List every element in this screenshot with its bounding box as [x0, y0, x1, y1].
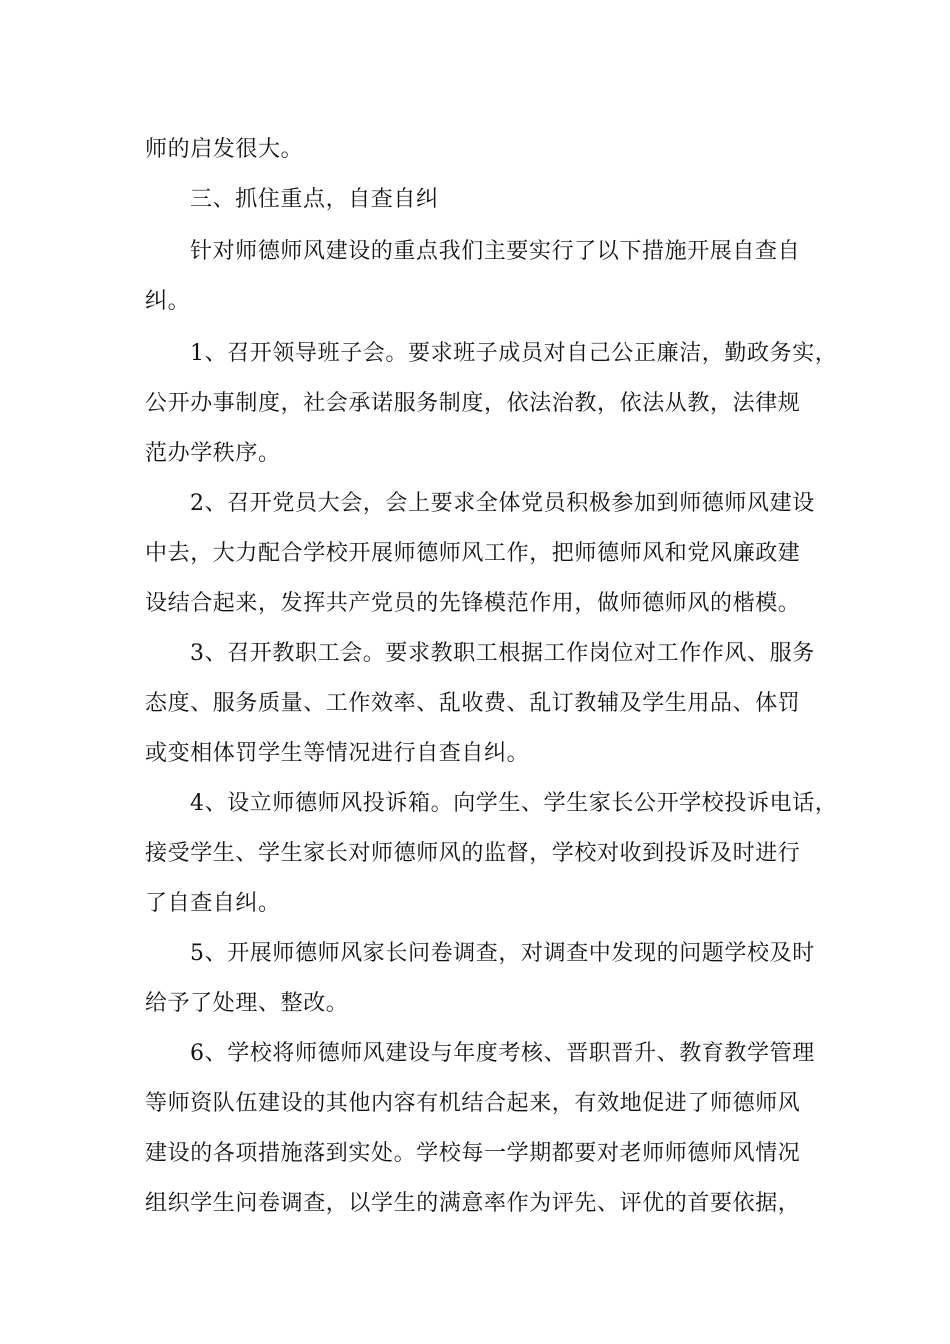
text-line: 组织学生问卷调查，以学生的满意率作为评先、评优的首要依据，	[145, 1191, 801, 1216]
text-line: 设结合起来，发挥共产党员的先锋模范作用，做师德师风的楷模。	[145, 591, 801, 616]
text-line: 6、学校将师德师风建设与年度考核、晋职晋升、教育教学管理	[190, 1041, 815, 1066]
text-line: 中去，大力配合学校开展师德师风工作，把师德师风和党风廉政建	[145, 541, 801, 566]
text-line: 公开办事制度，社会承诺服务制度，依法治教，依法从教，法律规	[145, 391, 801, 416]
section-heading: 三、抓住重点，自查自纠	[190, 187, 439, 212]
text-line: 给予了处理、整改。	[145, 991, 349, 1016]
text-line: 1、召开领导班子会。要求班子成员对自己公正廉洁，勤政务实，	[190, 341, 838, 366]
text-line: 等师资队伍建设的其他内容有机结合起来，有效地促进了师德师风	[145, 1091, 801, 1116]
text-line: 针对师德师风建设的重点我们主要实行了以下措施开展自查自	[190, 239, 801, 264]
text-line: 纠。	[145, 289, 191, 314]
text-line: 2、召开党员大会，会上要求全体党员积极参加到师德师风建设	[190, 491, 815, 516]
text-line: 接受学生、学生家长对师德师风的监督，学校对收到投诉及时进行	[145, 841, 801, 866]
text-line: 5、开展师德师风家长问卷调查，对调查中发现的问题学校及时	[190, 941, 815, 966]
text-line: 3、召开教职工会。要求教职工根据工作岗位对工作作风、服务	[190, 641, 815, 666]
text-line: 范办学秩序。	[145, 441, 281, 466]
text-line: 师的启发很大。	[145, 137, 304, 162]
text-line: 态度、服务质量、工作效率、乱收费、乱订教辅及学生用品、体罚	[145, 691, 801, 716]
text-line: 或变相体罚学生等情况进行自查自纠。	[145, 741, 530, 766]
text-line: 建设的各项措施落到实处。学校每一学期都要对老师师德师风情况	[145, 1141, 801, 1166]
text-line: 4、设立师德师风投诉箱。向学生、学生家长公开学校投诉电话，	[190, 791, 838, 816]
text-line: 了自查自纠。	[145, 891, 281, 916]
